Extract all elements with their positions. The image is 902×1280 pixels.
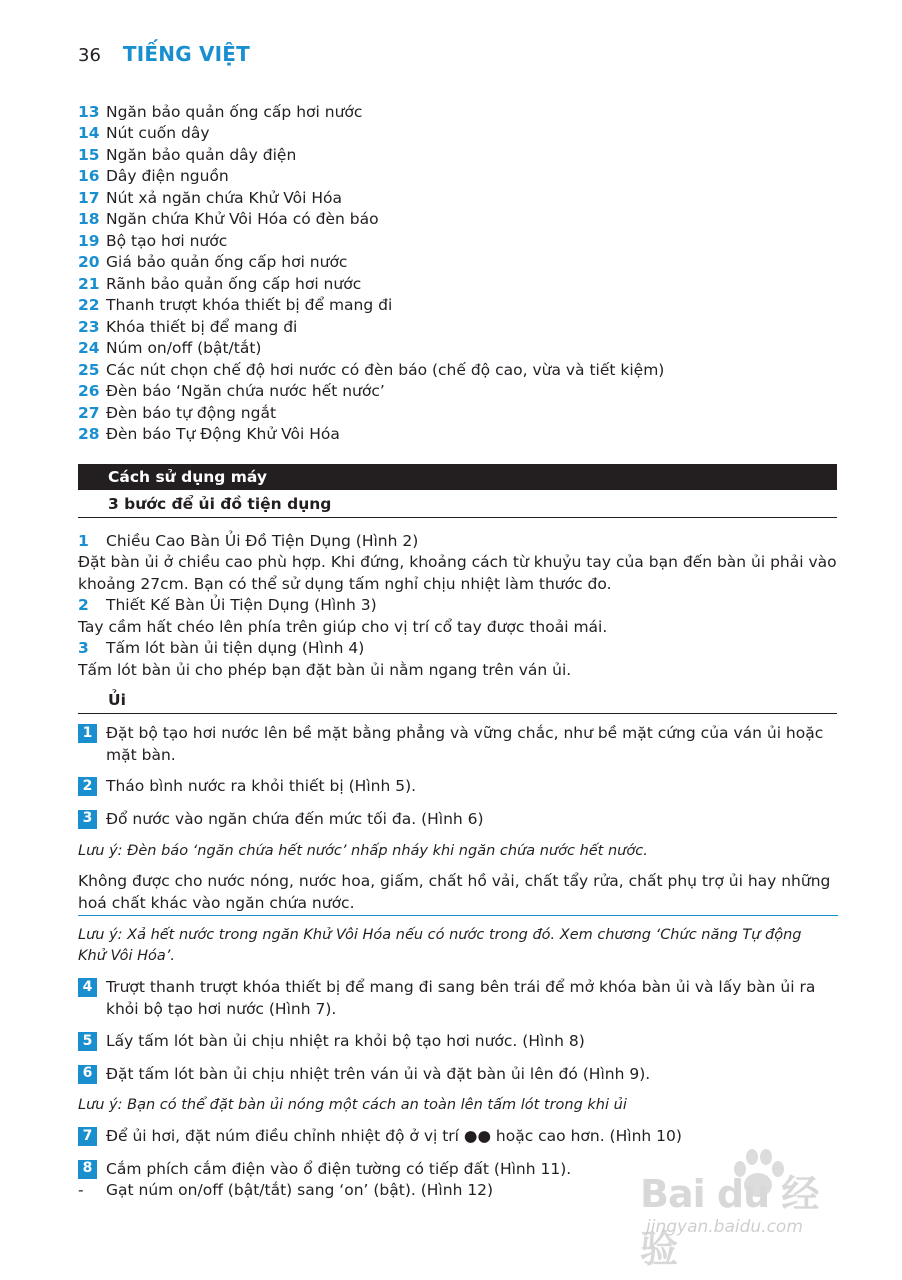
step-number-box: 2 [78, 777, 97, 796]
part-number: 19 [78, 231, 100, 250]
step-number-box: 6 [78, 1065, 97, 1084]
list-item [78, 166, 838, 188]
part-number: 28 [78, 425, 100, 444]
three-step-title [78, 595, 838, 617]
list-item [78, 424, 838, 446]
note-line: Khử Vôi Hóa’. [78, 948, 175, 964]
step-number: 3 [78, 639, 89, 658]
ironing-step [78, 1064, 838, 1086]
list-item [78, 316, 838, 338]
paragraph-line: Tấm lót bàn ủi cho phép bạn đặt bàn ủi nằm ngang trên ván ủi. [78, 660, 572, 679]
list-item [78, 338, 838, 360]
page-header [78, 42, 250, 72]
step-number-box: 1 [78, 724, 97, 743]
ironing-step [78, 723, 838, 766]
subheading-3-steps: 3 bước để ủi đồ tiện dụng [78, 494, 837, 518]
ironing-step [78, 977, 838, 1020]
step-text: mặt bàn. [106, 745, 176, 764]
step-text: Đổ nước vào ngăn chứa đến mức tối đa. (Hình 6) [106, 809, 484, 828]
part-number: 18 [78, 210, 100, 229]
part-label: Dây điện nguồn [106, 167, 229, 186]
parts-list [78, 101, 838, 445]
step-number: 2 [78, 596, 89, 615]
step-text: Để ủi hơi, đặt núm điều chỉnh nhiệt độ ở vị trí ●● hoặc cao hơn. (Hình 10) [106, 1127, 682, 1145]
part-label: Nút xả ngăn chứa Khử Vôi Hóa [106, 188, 343, 207]
warning-text [78, 871, 838, 916]
note: Lưu ý: Bạn có thể đặt bàn ủi nóng một cách an toàn lên tấm lót trong khi ủi [78, 1097, 627, 1113]
part-number: 15 [78, 145, 100, 164]
step-number-box: 8 [78, 1160, 97, 1179]
step-number-box: 3 [78, 810, 97, 829]
part-label: Khóa thiết bị để mang đi [106, 317, 298, 336]
list-item [78, 381, 838, 403]
note: Lưu ý: Đèn báo ‘ngăn chứa hết nước’ nhấp nháy khi ngăn chứa nước hết nước. [78, 843, 648, 859]
step-text: Lấy tấm lót bàn ủi chịu nhiệt ra khỏi bộ tạo hơi nước. (Hình 8) [106, 1032, 585, 1050]
step-text: Tháo bình nước ra khỏi thiết bị (Hình 5). [106, 777, 417, 795]
part-number: 25 [78, 360, 100, 379]
part-label: Ngăn bảo quản dây điện [106, 145, 297, 164]
subheading-ironing: Ủi [78, 690, 837, 714]
step-text: Cắm phích cắm điện vào ổ điện tường có tiếp đất (Hình 11). [106, 1159, 572, 1178]
note-line: Lưu ý: Xả hết nước trong ngăn Khử Vôi Hóa nếu có nước trong đó. Xem chương ‘Chức năng Tự động [78, 927, 802, 943]
watermark-url: jingyan.baidu.com [646, 1217, 803, 1237]
baidu-watermark [640, 1145, 855, 1271]
part-label: Thanh trượt khóa thiết bị để mang đi [106, 296, 393, 315]
step-number-box: 7 [78, 1127, 97, 1146]
step-number-box: 5 [78, 1032, 97, 1051]
step-title: Thiết Kế Bàn Ủi Tiện Dụng (Hình 3) [106, 596, 377, 615]
part-label: Nút cuốn dây [106, 124, 210, 143]
part-label: Bộ tạo hơi nước [106, 231, 228, 250]
part-number: 23 [78, 317, 100, 336]
list-item [78, 187, 838, 209]
note [78, 925, 838, 967]
list-item [78, 230, 838, 252]
part-number: 26 [78, 382, 100, 401]
part-number: 16 [78, 167, 100, 186]
list-item [78, 402, 838, 424]
part-label: Đèn báo Tự Động Khử Vôi Hóa [106, 425, 340, 444]
part-number: 13 [78, 102, 100, 121]
ironing-steps [78, 723, 838, 1202]
list-item [78, 252, 838, 274]
part-number: 27 [78, 403, 100, 422]
three-step-title [78, 638, 838, 660]
part-label: Rãnh bảo quản ống cấp hơi nước [106, 274, 362, 293]
part-label: Núm on/off (bật/tắt) [106, 339, 262, 358]
list-item [78, 295, 838, 317]
ironing-step [78, 1031, 838, 1053]
warning-line: Không được cho nước nóng, nước hoa, giấm, chất hồ vải, chất tẩy rửa, chất phụ trợ ủi hay những [78, 872, 831, 890]
bullet-dash: - [78, 1181, 84, 1199]
step-number-box: 4 [78, 978, 97, 997]
list-item [78, 359, 838, 381]
part-label: Ngăn chứa Khử Vôi Hóa có đèn báo [106, 210, 379, 229]
list-item [78, 101, 838, 123]
part-number: 17 [78, 188, 100, 207]
part-number: 14 [78, 124, 100, 143]
part-label: Đèn báo tự động ngắt [106, 403, 277, 422]
warning-line: hoá chất khác vào ngăn chứa nước. [78, 893, 355, 912]
section-title-bar: Cách sử dụng máy [78, 464, 837, 490]
ironing-step [78, 776, 838, 798]
part-label: Giá bảo quản ống cấp hơi nước [106, 253, 348, 272]
step-text: Đặt tấm lót bàn ủi chịu nhiệt trên ván ủi và đặt bàn ủi lên đó (Hình 9). [106, 1064, 651, 1083]
step-number: 1 [78, 531, 89, 550]
paragraph-line: khoảng 27cm. Bạn có thể sử dụng tấm nghỉ chịu nhiệt làm thước đo. [78, 574, 612, 593]
step-title: Chiều Cao Bàn Ủi Đồ Tiện Dụng (Hình 2) [106, 531, 419, 550]
paragraph-line: Tay cầm hất chéo lên phía trên giúp cho vị trí cổ tay được thoải mái. [78, 617, 608, 636]
part-number: 24 [78, 339, 100, 358]
step-text: Đặt bộ tạo hơi nước lên bề mặt bằng phẳng và vững chắc, như bề mặt cứng của ván ủi hoặc [106, 724, 824, 742]
part-label: Các nút chọn chế độ hơi nước có đèn báo (chế độ cao, vừa và tiết kiệm) [106, 360, 665, 379]
ironing-step [78, 809, 838, 831]
list-item [78, 123, 838, 145]
part-number: 22 [78, 296, 100, 315]
part-label: Ngăn bảo quản ống cấp hơi nước [106, 102, 363, 121]
page-number: 36 [78, 45, 101, 66]
part-label: Đèn báo ‘Ngăn chứa nước hết nước’ [106, 382, 385, 401]
language-title: TIẾNG VIỆT [122, 42, 250, 66]
step-title: Tấm lót bàn ủi tiện dụng (Hình 4) [106, 639, 365, 658]
three-step-title [78, 530, 838, 552]
step-text: khỏi bộ tạo hơi nước (Hình 7). [106, 999, 337, 1018]
list-item [78, 209, 838, 231]
part-number: 20 [78, 253, 100, 272]
bullet-text: Gạt núm on/off (bật/tắt) sang ‘on’ (bật). (Hình 12) [106, 1181, 494, 1199]
list-item [78, 144, 838, 166]
list-item [78, 273, 838, 295]
paragraph-line: Đặt bàn ủi ở chiều cao phù hợp. Khi đứng, khoảng cách từ khuỷu tay của bạn đến bàn ủi phải vào [78, 553, 837, 572]
watermark-logo: Bai du 经验 [640, 1172, 819, 1271]
step-text: Trượt thanh trượt khóa thiết bị để mang đi sang bên trái để mở khóa bàn ủi và lấy bàn ủi ra [106, 978, 816, 996]
three-steps-block [78, 530, 838, 681]
part-number: 21 [78, 274, 100, 293]
